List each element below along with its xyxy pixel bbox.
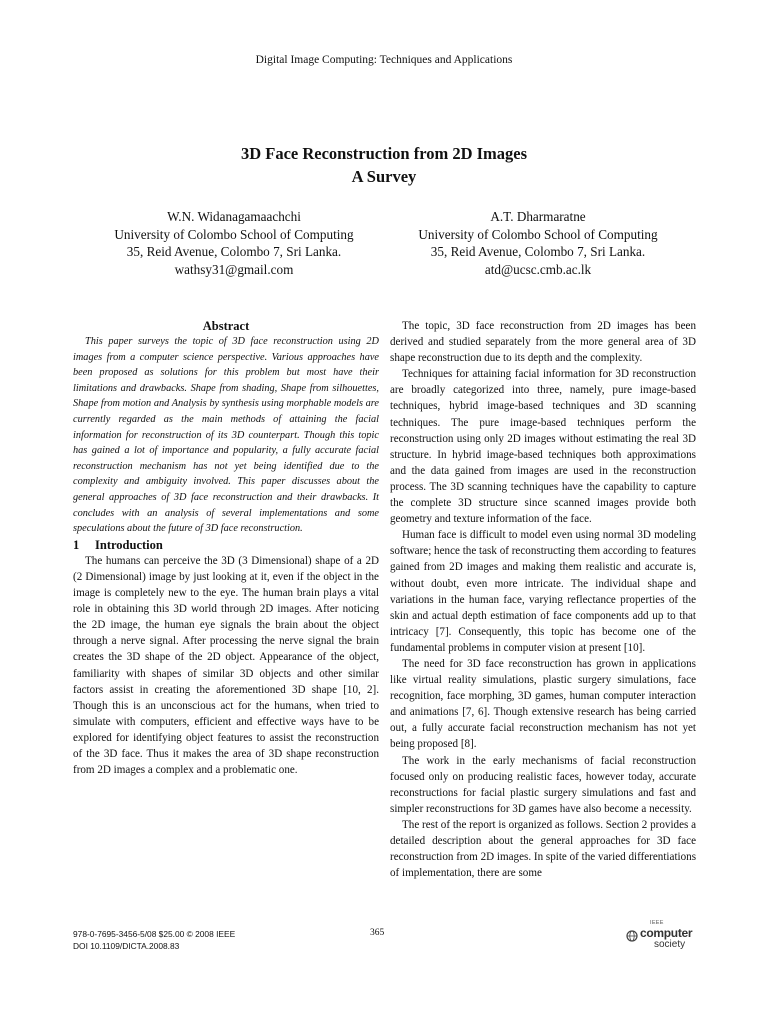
isbn-line: 978-0-7695-3456-5/08 $25.00 © 2008 IEEE — [73, 929, 236, 939]
body-paragraph: The need for 3D face reconstruction has grown in applications like virtual reality simulations, plastic surgery simulations, face recognition, face morphing, 3D games, human computer interaction and animations [7, 6]. Though extensive research has being carried out, a fully accurate facial reconstruction mechanism has not yet being proposed [8]. — [390, 657, 696, 751]
abstract-heading: Abstract — [202, 319, 250, 333]
body-paragraph: Human face is difficult to model even using normal 3D modeling software; hence the task of reconstructing them according to features gained from 2D images and making them realistic and accurate is, without doubt, even more intricate. The individual shape and variations in the human face, varying reflectance properties of the skin and actual depth estimation of face components add up to that intricacy [7]. Consequently, this topic has become one of the fundamental problems in computer vision at present [10]. — [390, 529, 696, 654]
left-column — [73, 318, 379, 778]
conference-header: Digital Image Computing: Techniques and Applications — [255, 54, 513, 66]
body-paragraph: The topic, 3D face reconstruction from 2D images has been derived and studied separately from the more general area of 3D shape reconstruction due to its depth and the complexity. — [390, 320, 696, 365]
body-paragraph: Techniques for attaining facial information for 3D reconstruction are broadly categorized into three, namely, pure image-based techniques, hybrid image-based techniques and 3D scanning techniques. The pure image-based techniques perform the reconstruction using only 2D images without estimating the real 3D structure. In hybrid image-based techniques both approximations and the data gained from images are used in the reconstruction process. The 3D scanning techniques have the capability to capture the complete 3D structure since scanned images provide both geometry and texture information of the face. — [390, 368, 696, 526]
intro-paragraph: The humans can perceive the 3D (3 Dimensional) shape of a 2D (2 Dimensional) image by just looking at it, even if the object in the image is completely new to the eye. The human brain plays a vital role in obtaining this 3D world through 2D images. After noticing the 2D image, the human eye signals the brain about the object through a nerve signal. After processing the nerve signal the brain creates the 3D shape of the 2D object. Appearance of the object, familiarity with shapes of similar 3D objects and other similar factors assist in creating the aforementioned 3D shape [10, 2]. Though this is an unconscious act for the humans, when tried to simulate with computers, efficient and effective ways have to be explored for identifying object features to assist the reconstruction of the 3D face. Thus it makes the area of 3D shape reconstruction from 2D images a complex and a problematic one. — [73, 554, 379, 777]
title-line-2: A Survey — [351, 167, 417, 186]
author-email[interactable]: atd@ucsc.cmb.ac.lk — [484, 261, 592, 277]
author-email[interactable]: wathsy31@gmail.com — [174, 261, 294, 277]
body-paragraph: The rest of the report is organized as follows. Section 2 provides a detailed description about the general approaches for 3D face reconstruction from 2D images. In spite of the varied differentiations of implementation, there are some — [390, 818, 697, 880]
ieee-computer-society-logo — [626, 920, 698, 956]
author-name: W.N. Widanagamaachchi — [167, 209, 301, 224]
logo-word-computer: computer — [640, 926, 693, 940]
paper-title — [0, 142, 768, 188]
author-name: A.T. Dharmaratne — [490, 209, 586, 224]
section-title: Introduction — [95, 537, 163, 552]
section-number: 1 — [73, 537, 80, 552]
page-number: 365 — [370, 928, 385, 938]
logo-ieee-text: IEEE — [650, 920, 664, 926]
author-address: 35, Reid Avenue, Colombo 7, Sri Lanka. — [430, 244, 646, 260]
footer-info — [73, 928, 235, 952]
title-line-1: 3D Face Reconstruction from 2D Images — [240, 144, 528, 163]
author-affiliation: University of Colombo School of Computing — [418, 226, 658, 242]
globe-icon — [626, 930, 638, 942]
logo-word-society: society — [654, 939, 686, 950]
doi-line: DOI 10.1109/DICTA.2008.83 — [73, 941, 180, 951]
author-block-1 — [84, 208, 384, 278]
section-heading-introduction — [73, 537, 379, 553]
abstract-text: This paper surveys the topic of 3D face reconstruction using 2D images from a computer science perspective. Various approaches have been proposed as solutions for this problem but most have their limitations and drawbacks. Shape from shading, Shape from silhouettes, Shape from motion and Analysis by synthesis using morphable models are currently regarded as the main methods of attaining the facial information for reconstruction of its 3D counterpart. Though this topic has gained a lot of importance and popularity, a fully accurate facial reconstruction mechanism has not yet being identified due to the complexity and ambiguity involved. This paper discusses about the general approaches of 3D face reconstruction and their drawbacks. It concludes with an analysis of several implementations and some speculations about the future of 3D face reconstruction. — [73, 336, 379, 535]
author-affiliation: University of Colombo School of Computing — [114, 226, 354, 242]
right-column — [390, 318, 696, 881]
body-paragraph: The work in the early mechanisms of facial reconstruction focused only on producing realistic faces, however today, accurate reconstructions for facial plastic surgery simulations and fast and simpler reconstructions for 3D games have also become a necessity. — [390, 754, 696, 815]
author-block-2 — [388, 208, 688, 278]
author-address: 35, Reid Avenue, Colombo 7, Sri Lanka. — [126, 244, 342, 260]
